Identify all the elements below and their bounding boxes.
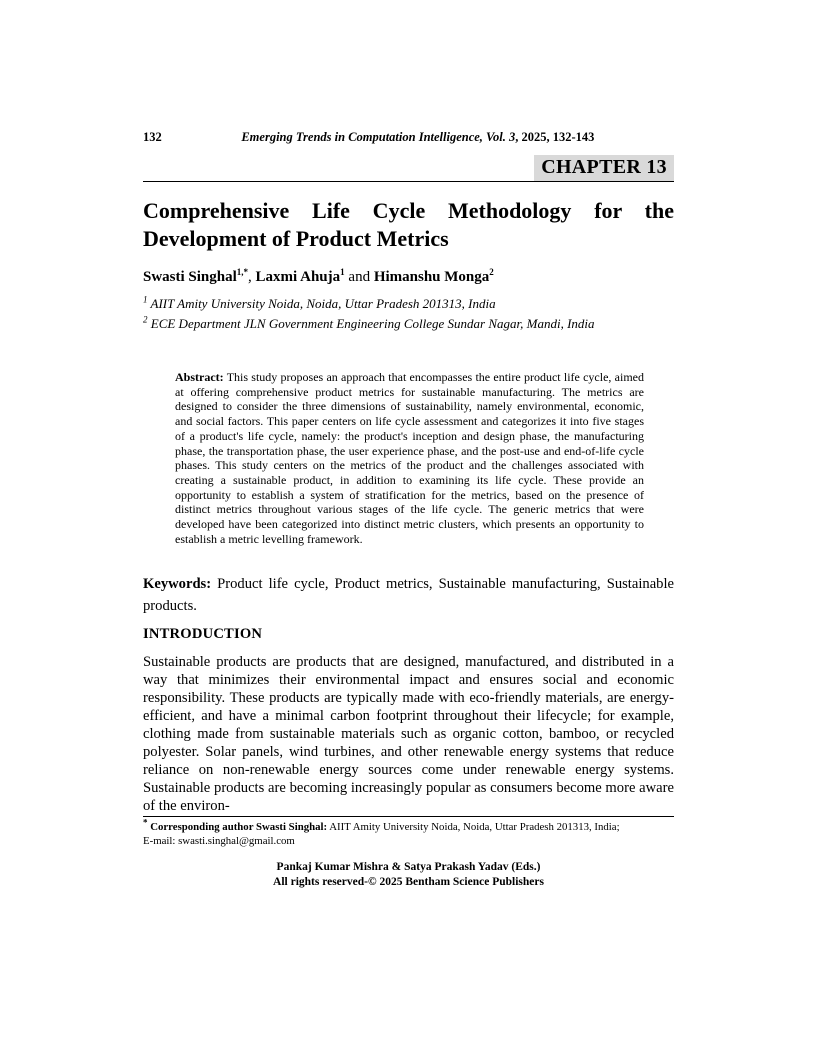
abstract-text: This study proposes an approach that encompasses the entire product life cycle, aimed at offering comprehensive product metrics for sustainable manufacturing. The metrics are designed to consider the three dimensions of sustainability, namely environmental, economic, and social factors. This paper centers on life cycle assessment and categorizes it into five stages of a product's life cycle, namely: the product's inception and design phase, the manufacturing phase, the transportation phase, the user experience phase, and the post-use and end-of-life cycle phases. This study centers on the metrics of the product and the challenges associated with creating a sustainable product, in addition to examining its life cycle. These provide an opportunity to establish a system of stratification for the metrics, based on the presence of distinct metrics throughout various stages of the life cycle. The generic metrics that were developed have been categorized into distinct metric clusters, which presents an opportunity to establish a metric levelling framework. xyxy=(175,370,644,546)
footnote-label: Corresponding author Swasti Singhal: xyxy=(147,821,328,833)
chapter-header-rule xyxy=(143,155,674,182)
introduction-paragraph: Sustainable products are products that are designed, manufactured, and distributed in a way that minimizes their environmental impact and ensures social and economic responsibility. These products are typically made with eco-friendly materials, are energy-efficient, and have a minimal carbon footprint throughout their lifecycle; for example, clothing made from sustainable materials such as organic cotton, bamboo, or recycled polyester. Solar panels, wind turbines, and other renewable energy systems that reduce reliance on non-renewable energy sources come under renewable energy systems. Sustainable products are becoming increasingly popular as consumers become more aware of the environ- xyxy=(143,654,674,814)
editors-line: Pankaj Kumar Mishra & Satya Prakash Yadav (Eds.) xyxy=(276,861,541,873)
paper-title: Comprehensive Life Cycle Methodology for the Development of Product Metrics xyxy=(143,198,674,251)
author-line xyxy=(143,268,674,287)
abstract-block xyxy=(175,370,644,546)
author-2-superscript: 1 xyxy=(340,267,345,277)
footnote-text: AIIT Amity University Noida, Noida, Uttar Pradesh 201313, India; xyxy=(327,821,620,833)
section-heading-introduction: INTRODUCTION xyxy=(143,626,263,643)
affiliation-1 xyxy=(143,294,674,314)
journal-reference xyxy=(162,130,674,145)
affiliation-1-text: AIIT Amity University Noida, Noida, Uttar Pradesh 201313, India xyxy=(147,296,496,311)
page-number: 132 xyxy=(143,130,162,144)
publisher-footer xyxy=(143,860,674,890)
keywords-block xyxy=(143,573,674,617)
author-conjunction: and xyxy=(344,269,374,285)
affiliation-1-superscript: 1 xyxy=(143,294,148,305)
footnote-rule xyxy=(143,816,674,817)
footnote-and-footer xyxy=(143,816,674,890)
author-2-name: Laxmi Ahuja xyxy=(255,269,341,285)
journal-title: Emerging Trends in Computation Intelligence, Vol. 3 xyxy=(241,130,516,144)
author-1-superscript: 1,* xyxy=(236,267,249,277)
page-content xyxy=(143,130,674,816)
author-1-name: Swasti Singhal xyxy=(143,269,237,285)
keywords-text: Product life cycle, Product metrics, Sustainable manufacturing, Sustainable products. xyxy=(143,576,674,615)
keywords-label: Keywords: xyxy=(143,576,212,593)
abstract-label: Abstract: xyxy=(175,370,224,384)
affiliation-2-superscript: 2 xyxy=(143,314,148,325)
chapter-label: CHAPTER 13 xyxy=(534,155,674,181)
footnote-marker: * xyxy=(143,817,148,828)
affiliation-2-text: ECE Department JLN Government Engineering College Sundar Nagar, Mandi, India xyxy=(147,316,595,331)
rights-line: All rights reserved-© 2025 Bentham Science Publishers xyxy=(273,876,544,888)
author-3-name: Himanshu Monga xyxy=(373,269,490,285)
corresponding-author-footnote xyxy=(143,817,674,835)
author-separator: , xyxy=(248,269,256,285)
journal-ref-volume-info: , 2025, 132-143 xyxy=(515,130,595,144)
affiliations xyxy=(143,294,674,334)
footnote-email-line: E-mail: swasti.singhal@gmail.com xyxy=(143,834,295,847)
affiliation-2 xyxy=(143,314,674,334)
author-3-superscript: 2 xyxy=(489,267,494,277)
running-header xyxy=(143,130,674,145)
